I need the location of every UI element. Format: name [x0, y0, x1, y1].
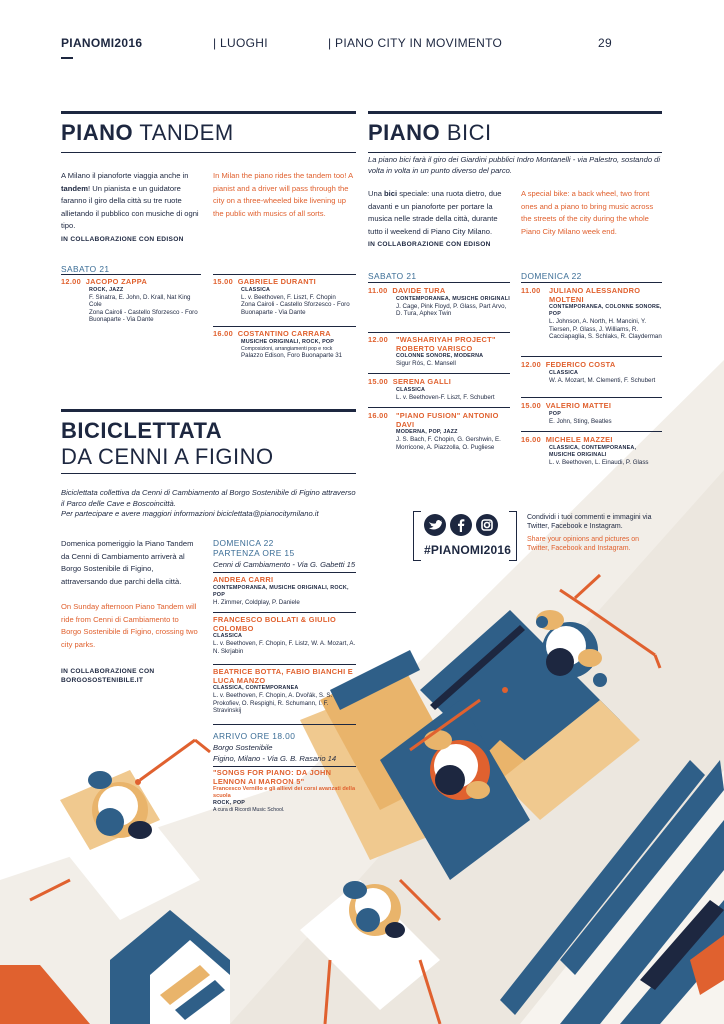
event-credit: A cura di Ricordi Music School.	[213, 806, 285, 813]
event-name: JULIANO ALESSANDRO MOLTENI	[549, 286, 641, 304]
bici-day-rule-1	[368, 282, 510, 283]
tandem-it-text-part2: ! Un pianista e un guidatore faranno il giro della città su tre ruote allietando il pubblico con musiche di ogni tipo.	[61, 183, 199, 230]
bici-day-sun: DOMENICA 22	[521, 271, 582, 281]
header-section-movimento: | PIANO CITY IN MOVIMENTO	[328, 36, 503, 50]
event-time: 11.00	[368, 286, 388, 295]
event-time: 16.00	[213, 329, 233, 338]
bici-sat-sep-1	[368, 332, 510, 333]
tandem-en-text: In Milan the piano rides the tandem too! A pianist and a driver will pass through the city on a three-wheeled bike livening up the public with musics of all sorts.	[213, 171, 353, 218]
event-details: L. Johnson, A. North, H. Mancini, Y. Tiersen, P. Glass, J. Williams, R. Cacciapaglia, S. Schlaks, R. Clayderman	[549, 318, 662, 341]
header-brand-underline	[61, 57, 73, 59]
social-frame-right-bottom	[509, 560, 517, 561]
bici-intro: La piano bici farà il giro dei Giardini pubblici Indro Montanelli - via Palestro, sostando di volta in volta in un punto diverso del parco.	[368, 155, 661, 175]
tandem-rule	[61, 111, 356, 114]
bici-it-text-part2: speciale: una ruota dietro, due davanti e un pianoforte per portare la musica nelle strade della città, durante tutto il weekend di Piano City Milano.	[368, 189, 502, 236]
social-frame-right	[516, 511, 517, 561]
event-name: SERENA GALLI	[392, 377, 452, 386]
event-time: 12.00	[368, 335, 388, 344]
event-name: "SONGS FOR PIANO: DA JOHN LENNON AI MAROON 5"	[213, 768, 332, 786]
event-name: ANDREA CARRI	[213, 575, 274, 584]
bici-it-text-bold: bici	[384, 189, 398, 198]
tandem-day: SABATO 21	[61, 264, 110, 274]
social-frame-top	[413, 511, 421, 512]
event-name: FEDERICO COSTA	[545, 360, 616, 369]
bici-sat-sep-2	[368, 373, 510, 374]
event-place: Palazzo Edison, Foro Buonaparte 31	[241, 352, 343, 360]
bici-sat-event-4	[368, 412, 510, 451]
biciclettata-arrival-place-2: Figino, Milano - Via G. B. Rasario 14	[213, 754, 337, 763]
event-name: "PIANO FUSION" ANTONIO DAVI	[396, 411, 499, 429]
tandem-title-rule	[61, 152, 356, 153]
bici-sat-event-3	[368, 378, 510, 401]
event-name: BEATRICE BOTTA, FABIO BIANCHI E LUCA MANZO	[213, 667, 354, 685]
event-details: L. v. Beethoven, L. Einaudi, P. Glass	[549, 458, 649, 466]
tandem-title-bold: PIANO	[61, 120, 134, 145]
event-genre: CLASSICA	[241, 286, 271, 293]
event-name: VALERIO MATTEI	[545, 401, 612, 410]
tandem-title	[61, 122, 234, 144]
event-details: L. v. Beethoven-F. Liszt, F. Schubert	[396, 393, 495, 401]
bici-title-rule	[368, 152, 662, 153]
tandem-day-rule	[61, 274, 201, 275]
biciclettata-event-2	[213, 616, 356, 655]
tandem-event-2	[213, 278, 356, 316]
bici-en-text: A special bike: a back wheel, two front ones and a piano to bring music across the streets of the city during the whole Piano City Milano week end.	[521, 189, 654, 236]
event-time: 16.00	[521, 435, 541, 444]
tandem-title-light: TANDEM	[139, 120, 234, 145]
event-genre: MODERNA, POP, JAZZ	[396, 429, 458, 435]
tandem-collab: IN COLLABORAZIONE CON EDISON	[61, 236, 184, 243]
event-details: W. A. Mozart, M. Clementi, F. Schubert	[549, 376, 656, 384]
event-details: Composizioni, arrangiamenti pop e rock	[241, 345, 333, 352]
bici-title-light: BICI	[446, 120, 492, 145]
event-name: FRANCESCO BOLLATI & GIULIO COLOMBO	[213, 615, 337, 633]
biciclettata-sep-1	[213, 612, 356, 613]
biciclettata-title-rule	[61, 473, 356, 474]
biciclettata-title-bold: BICICLETTATA	[61, 418, 223, 443]
event-genre: CLASSICA	[213, 633, 243, 639]
biciclettata-sep-3	[213, 724, 356, 725]
header-brand: PIANOMI2016	[61, 36, 143, 50]
biciclettata-arrival-place-1: Borgo Sostenibile	[213, 743, 273, 752]
event-genre: CONTEMPORANEA, MUSICHE ORIGINALI, ROCK, POP	[213, 584, 349, 598]
event-place: Zona Cairoli - Castello Sforzesco - Foro Buonaparte - Via Dante	[241, 301, 350, 316]
event-details: F. Sinatra, E. John, D. Krall, Nat King Cole	[89, 293, 191, 309]
bici-sat-event-2	[368, 336, 510, 368]
event-details: Sigur Rós, C. Mansell	[396, 360, 456, 367]
event-details: H. Zimmer, Coldplay, P. Daniele	[213, 598, 300, 606]
biciclettata-it-text: Domenica pomeriggio la Piano Tandem da Cenni di Cambiamento arriverà al Borgo Sostenibile di Figino, attraversando due parchi della città.	[61, 539, 194, 586]
event-time: 11.00	[521, 286, 541, 295]
event-genre: CONTEMPORANEA, MUSICHE ORIGINALI	[396, 295, 510, 302]
event-genre: ROCK, POP	[213, 799, 246, 806]
instagram-icon[interactable]	[476, 514, 498, 536]
biciclettata-event-1	[213, 576, 356, 606]
event-place: Zona Cairoli - Castello Sforzesco - Foro Buonaparte - Via Dante	[89, 308, 198, 324]
biciclettata-sep-2	[213, 664, 356, 665]
event-name: COSTANTINO CARRARA	[237, 329, 331, 338]
bici-sun-event-1	[521, 287, 662, 341]
biciclettata-final-event	[213, 769, 356, 813]
event-name: JACOPO ZAPPA	[85, 277, 148, 286]
event-genre: ROCK, JAZZ	[89, 286, 124, 293]
biciclettata-intro-2: Per partecipare e avere maggiori informazioni biciclettata@pianocitymilano.it	[61, 509, 319, 518]
biciclettata-intro-1: Biciclettata collettiva da Cenni di Cambiamento al Borgo Sostenibile di Figino attraverso il Parco delle Cave e Boscoincittà.	[61, 488, 356, 508]
event-details: L. v. Beethoven, F. Chopin, F. Listz, W. A. Mozart, A. N. Skrjabin	[213, 640, 356, 655]
event-details: J. S. Bach, F. Chopin, G. Gershwin, E. Morricone, A. Piazzolla, O. Pugliese	[396, 436, 501, 451]
bici-title-bold: PIANO	[368, 120, 441, 145]
biciclettata-collab-1: IN COLLABORAZIONE CON	[61, 668, 155, 675]
event-genre: CONTEMPORANEA, COLONNE SONORE, POP	[549, 304, 662, 317]
biciclettata-en-text: On Sunday afternoon Piano Tandem will ride from Cenni di Cambiamento to Borgo Sostenibile di Figino, crossing two city parks.	[61, 602, 198, 649]
bici-title	[368, 122, 492, 144]
event-name: DAVIDE TURA	[392, 286, 446, 295]
social-frame-bottom	[413, 560, 421, 561]
bici-sun-sep-2	[521, 397, 662, 398]
event-name: MICHELE MAZZEI	[545, 435, 613, 444]
biciclettata-day: DOMENICA 22	[213, 538, 274, 548]
bici-day-sat: SABATO 21	[368, 271, 417, 281]
biciclettata-rule	[61, 409, 356, 412]
event-performers: Francesco Vernillo e gli allievi dei corsi avanzati della scuola	[213, 786, 356, 799]
facebook-icon[interactable]	[450, 514, 472, 536]
biciclettata-sep-0	[213, 572, 356, 573]
biciclettata-title-light: DA CENNI A FIGINO	[61, 444, 274, 469]
event-details: E. John, Sting, Beatles	[549, 417, 612, 425]
event-time: 15.00	[521, 401, 541, 410]
event-genre: CLASSICA	[396, 386, 426, 393]
biciclettata-departure-place: Cenni di Cambiamento - Via G. Gabetti 15	[213, 560, 356, 569]
tandem-it-text-part1: A Milano il pianoforte viaggia anche in	[61, 171, 189, 180]
event-details: L. v. Beethoven, F. Chopin, A. Dvořák, S. S. Prokofiev, O. Respighi, R. Schumann, I. F. Stravinskij	[213, 692, 333, 715]
biciclettata-sep-4	[213, 766, 356, 767]
tandem-it-text-bold: tandem	[61, 183, 89, 193]
tandem-event-sep	[213, 326, 356, 327]
bici-sun-event-3	[521, 402, 662, 425]
event-genre: COLONNE SONORE, MODERNA	[396, 353, 484, 359]
event-genre: CLASSICA	[549, 369, 579, 376]
bici-sun-event-4	[521, 436, 662, 466]
biciclettata-arrival: ARRIVO ORE 18.00	[213, 731, 296, 741]
event-genre: MUSICHE ORIGINALI, ROCK, POP	[241, 338, 335, 345]
social-frame	[413, 511, 414, 561]
bici-day-rule-2	[521, 282, 662, 283]
twitter-icon[interactable]	[424, 514, 446, 536]
social-hashtag: #PIANOMI2016	[424, 543, 512, 557]
bici-it-text-part1: Una	[368, 189, 385, 198]
bici-sat-sep-3	[368, 407, 510, 408]
social-it-text: Condividi i tuoi commenti e immagini via Twitter, Facebook e Instagram.	[527, 514, 652, 530]
event-genre: POP	[549, 410, 561, 417]
biciclettata-event-3	[213, 668, 356, 715]
tandem-event-1	[61, 278, 201, 324]
event-time: 12.00	[61, 277, 81, 286]
tandem-event-3	[213, 330, 356, 360]
event-time: 15.00	[368, 377, 388, 386]
social-en-text: Share your opinions and pictures on Twitter, Facebook and Instagram.	[527, 536, 640, 552]
page-number: 29	[598, 36, 612, 50]
biciclettata-collab-2: BORGOSOSTENIBILE.IT	[61, 677, 144, 684]
event-time: 16.00	[368, 411, 388, 420]
bici-it-text	[368, 188, 508, 238]
social-frame-right-top	[509, 511, 517, 512]
event-genre: CLASSICA, CONTEMPORANEA	[213, 685, 299, 691]
event-genre: CLASSICA, CONTEMPORANEA, MUSICHE ORIGINALI	[549, 444, 637, 458]
event-time: 12.00	[521, 360, 541, 369]
bici-sun-event-2	[521, 361, 662, 384]
event-details: J. Cage, Pink Floyd, P. Glass, Part Arvo, D. Tura, Aphex Twin	[396, 302, 507, 318]
tandem-day-rule-2	[213, 274, 356, 275]
event-time: 15.00	[213, 277, 233, 286]
event-name: GABRIELE DURANTI	[237, 277, 317, 286]
bici-rule	[368, 111, 662, 114]
tandem-it-text	[61, 170, 199, 233]
header-section-luoghi: | LUOGHI	[213, 36, 268, 50]
biciclettata-departure: PARTENZA ORE 15	[213, 548, 295, 558]
event-name: "WASHARIYAH PROJECT" ROBERTO VARISCO	[396, 335, 496, 353]
bici-collab: IN COLLABORAZIONE CON EDISON	[368, 241, 491, 248]
bici-sun-sep-3	[521, 431, 662, 432]
bici-sat-event-1	[368, 287, 510, 318]
event-details: L. v. Beethoven, F. Liszt, F. Chopin	[241, 293, 336, 301]
bici-sun-sep-1	[521, 356, 662, 357]
